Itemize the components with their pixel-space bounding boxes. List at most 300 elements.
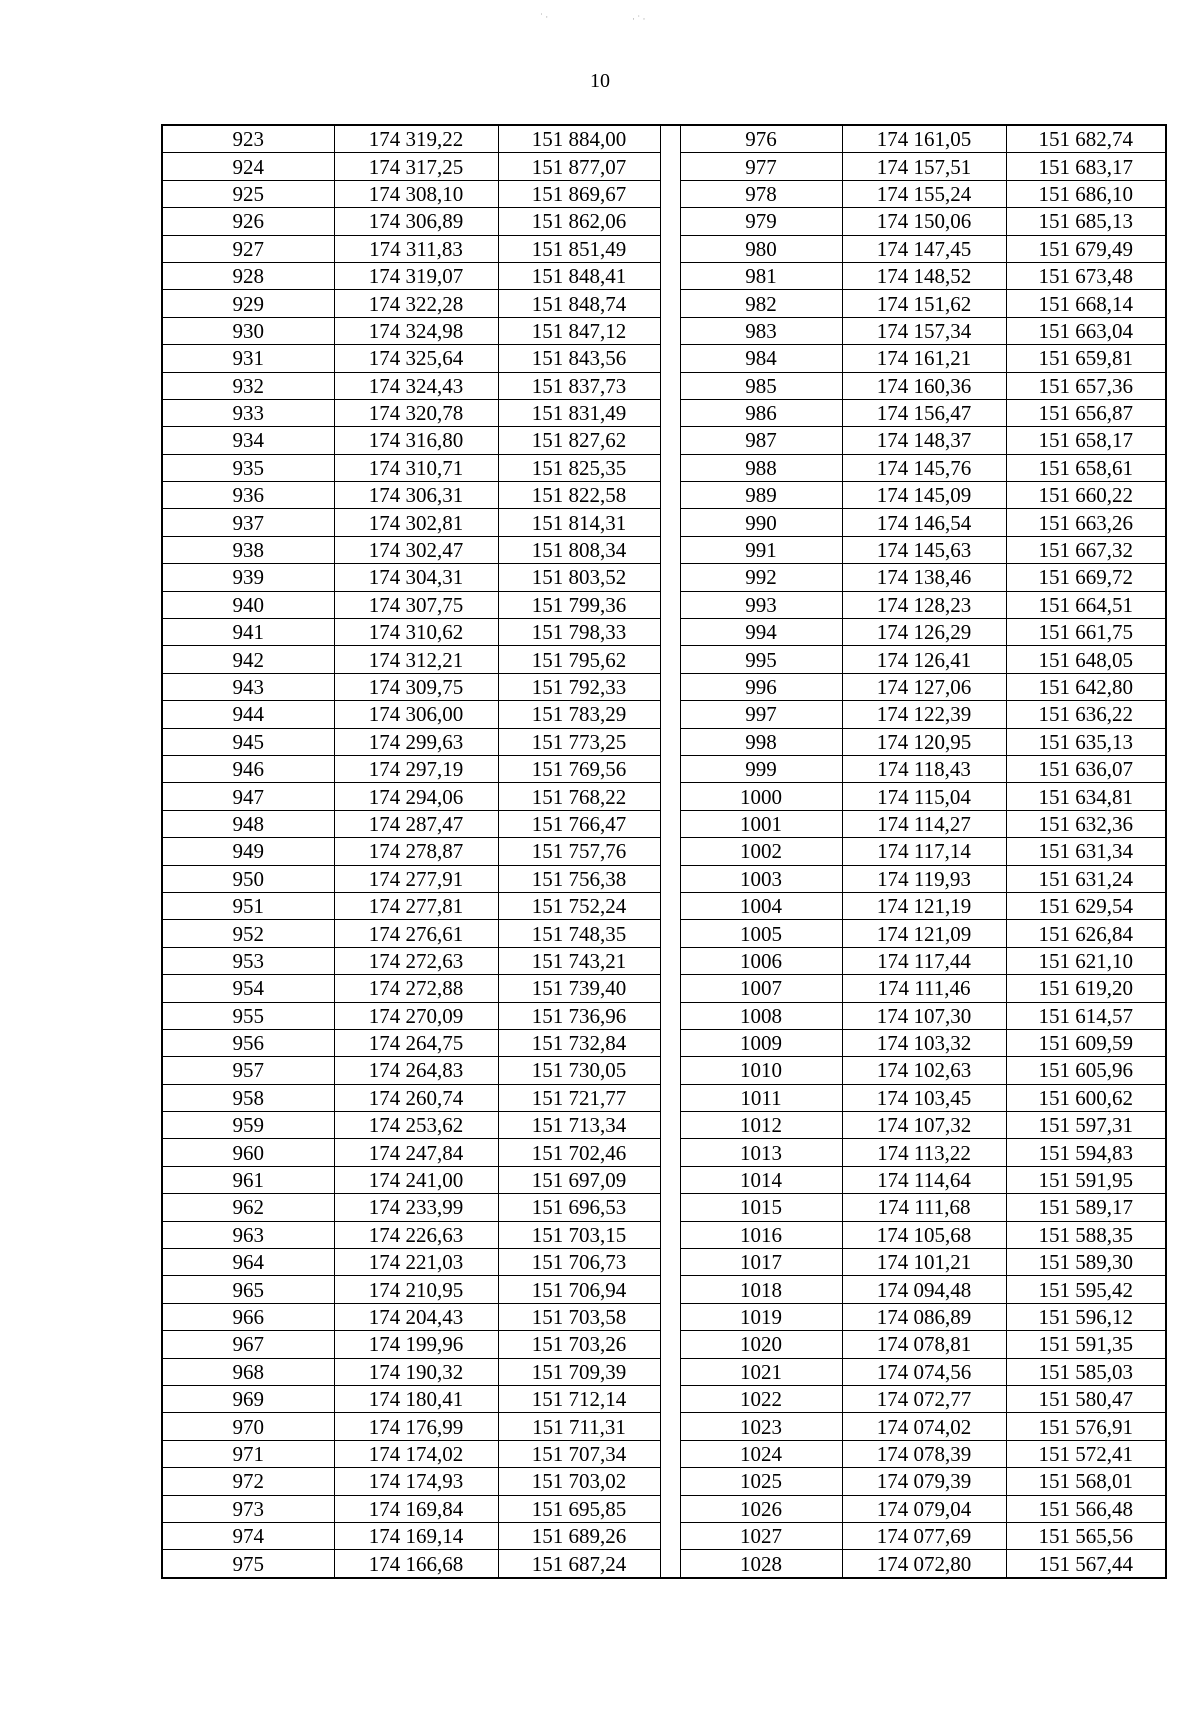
column-separator [660, 1002, 680, 1029]
right-x-coordinate-cell: 174 079,04 [842, 1495, 1006, 1522]
right-x-coordinate-cell: 174 079,39 [842, 1468, 1006, 1495]
column-separator [660, 482, 680, 509]
column-separator [660, 1358, 680, 1385]
right-x-coordinate-cell: 174 145,09 [842, 482, 1006, 509]
table-row [162, 810, 1166, 837]
left-y-coordinate-cell: 151 769,56 [498, 755, 660, 782]
left-point-number-cell: 932 [162, 372, 334, 399]
right-point-number-cell: 1024 [680, 1440, 842, 1467]
right-point-number-cell: 1022 [680, 1385, 842, 1412]
left-x-coordinate-cell: 174 319,22 [334, 125, 498, 153]
column-separator [660, 1249, 680, 1276]
left-point-number-cell: 941 [162, 619, 334, 646]
left-x-coordinate-cell: 174 306,00 [334, 701, 498, 728]
left-x-coordinate-cell: 174 264,83 [334, 1057, 498, 1084]
column-separator [660, 920, 680, 947]
left-x-coordinate-cell: 174 324,43 [334, 372, 498, 399]
left-x-coordinate-cell: 174 260,74 [334, 1084, 498, 1111]
table-row [162, 1166, 1166, 1193]
column-separator [660, 317, 680, 344]
left-y-coordinate-cell: 151 709,39 [498, 1358, 660, 1385]
scan-speck: ˙ · [540, 12, 549, 22]
table-row [162, 1139, 1166, 1166]
right-y-coordinate-cell: 151 658,17 [1006, 427, 1166, 454]
right-y-coordinate-cell: 151 572,41 [1006, 1440, 1166, 1467]
table-row [162, 1276, 1166, 1303]
left-x-coordinate-cell: 174 294,06 [334, 783, 498, 810]
column-separator [660, 180, 680, 207]
left-y-coordinate-cell: 151 743,21 [498, 947, 660, 974]
table-row [162, 865, 1166, 892]
right-y-coordinate-cell: 151 682,74 [1006, 125, 1166, 153]
right-y-coordinate-cell: 151 683,17 [1006, 153, 1166, 180]
right-point-number-cell: 982 [680, 290, 842, 317]
right-x-coordinate-cell: 174 145,76 [842, 454, 1006, 481]
right-y-coordinate-cell: 151 659,81 [1006, 345, 1166, 372]
left-y-coordinate-cell: 151 847,12 [498, 317, 660, 344]
right-x-coordinate-cell: 174 128,23 [842, 591, 1006, 618]
right-x-coordinate-cell: 174 078,39 [842, 1440, 1006, 1467]
right-x-coordinate-cell: 174 145,63 [842, 536, 1006, 563]
table-row [162, 1468, 1166, 1495]
right-x-coordinate-cell: 174 117,14 [842, 838, 1006, 865]
right-x-coordinate-cell: 174 155,24 [842, 180, 1006, 207]
table-row [162, 619, 1166, 646]
column-separator [660, 125, 680, 153]
left-point-number-cell: 958 [162, 1084, 334, 1111]
left-x-coordinate-cell: 174 166,68 [334, 1550, 498, 1578]
left-x-coordinate-cell: 174 287,47 [334, 810, 498, 837]
right-x-coordinate-cell: 174 072,77 [842, 1385, 1006, 1412]
table-row [162, 1221, 1166, 1248]
right-x-coordinate-cell: 174 107,32 [842, 1112, 1006, 1139]
left-x-coordinate-cell: 174 299,63 [334, 728, 498, 755]
right-point-number-cell: 980 [680, 235, 842, 262]
left-point-number-cell: 964 [162, 1249, 334, 1276]
left-point-number-cell: 931 [162, 345, 334, 372]
right-y-coordinate-cell: 151 594,83 [1006, 1139, 1166, 1166]
right-point-number-cell: 994 [680, 619, 842, 646]
left-x-coordinate-cell: 174 302,81 [334, 509, 498, 536]
right-x-coordinate-cell: 174 126,41 [842, 646, 1006, 673]
left-x-coordinate-cell: 174 241,00 [334, 1166, 498, 1193]
table-row [162, 482, 1166, 509]
left-x-coordinate-cell: 174 272,63 [334, 947, 498, 974]
left-x-coordinate-cell: 174 176,99 [334, 1413, 498, 1440]
left-point-number-cell: 969 [162, 1385, 334, 1412]
column-separator [660, 1385, 680, 1412]
right-x-coordinate-cell: 174 114,64 [842, 1166, 1006, 1193]
right-x-coordinate-cell: 174 094,48 [842, 1276, 1006, 1303]
right-y-coordinate-cell: 151 661,75 [1006, 619, 1166, 646]
left-y-coordinate-cell: 151 862,06 [498, 208, 660, 235]
left-y-coordinate-cell: 151 792,33 [498, 673, 660, 700]
left-x-coordinate-cell: 174 264,75 [334, 1029, 498, 1056]
right-point-number-cell: 991 [680, 536, 842, 563]
right-y-coordinate-cell: 151 591,95 [1006, 1166, 1166, 1193]
table-row [162, 1057, 1166, 1084]
column-separator [660, 262, 680, 289]
left-point-number-cell: 975 [162, 1550, 334, 1578]
right-y-coordinate-cell: 151 589,17 [1006, 1194, 1166, 1221]
left-y-coordinate-cell: 151 702,46 [498, 1139, 660, 1166]
right-y-coordinate-cell: 151 597,31 [1006, 1112, 1166, 1139]
left-y-coordinate-cell: 151 884,00 [498, 125, 660, 153]
right-x-coordinate-cell: 174 148,37 [842, 427, 1006, 454]
left-point-number-cell: 928 [162, 262, 334, 289]
left-x-coordinate-cell: 174 272,88 [334, 975, 498, 1002]
right-point-number-cell: 1016 [680, 1221, 842, 1248]
right-x-coordinate-cell: 174 161,21 [842, 345, 1006, 372]
left-y-coordinate-cell: 151 766,47 [498, 810, 660, 837]
left-point-number-cell: 927 [162, 235, 334, 262]
column-separator [660, 1139, 680, 1166]
table-row [162, 591, 1166, 618]
left-y-coordinate-cell: 151 697,09 [498, 1166, 660, 1193]
right-point-number-cell: 1009 [680, 1029, 842, 1056]
left-x-coordinate-cell: 174 317,25 [334, 153, 498, 180]
table-row [162, 372, 1166, 399]
right-x-coordinate-cell: 174 157,51 [842, 153, 1006, 180]
right-x-coordinate-cell: 174 121,19 [842, 892, 1006, 919]
column-separator [660, 290, 680, 317]
right-point-number-cell: 979 [680, 208, 842, 235]
column-separator [660, 1468, 680, 1495]
column-separator [660, 1550, 680, 1578]
table-row [162, 1303, 1166, 1330]
right-y-coordinate-cell: 151 619,20 [1006, 975, 1166, 1002]
left-x-coordinate-cell: 174 174,02 [334, 1440, 498, 1467]
right-point-number-cell: 1025 [680, 1468, 842, 1495]
left-x-coordinate-cell: 174 204,43 [334, 1303, 498, 1330]
column-separator [660, 783, 680, 810]
right-y-coordinate-cell: 151 614,57 [1006, 1002, 1166, 1029]
left-y-coordinate-cell: 151 713,34 [498, 1112, 660, 1139]
right-x-coordinate-cell: 174 122,39 [842, 701, 1006, 728]
column-separator [660, 235, 680, 262]
left-point-number-cell: 930 [162, 317, 334, 344]
left-point-number-cell: 946 [162, 755, 334, 782]
table-row [162, 920, 1166, 947]
left-x-coordinate-cell: 174 169,14 [334, 1522, 498, 1549]
left-point-number-cell: 952 [162, 920, 334, 947]
left-x-coordinate-cell: 174 277,91 [334, 865, 498, 892]
right-y-coordinate-cell: 151 636,07 [1006, 755, 1166, 782]
right-y-coordinate-cell: 151 656,87 [1006, 399, 1166, 426]
column-separator [660, 1057, 680, 1084]
table-row [162, 975, 1166, 1002]
left-y-coordinate-cell: 151 732,84 [498, 1029, 660, 1056]
table-row [162, 317, 1166, 344]
left-x-coordinate-cell: 174 316,80 [334, 427, 498, 454]
column-separator [660, 536, 680, 563]
right-y-coordinate-cell: 151 596,12 [1006, 1303, 1166, 1330]
table-row [162, 1084, 1166, 1111]
right-x-coordinate-cell: 174 150,06 [842, 208, 1006, 235]
right-x-coordinate-cell: 174 111,46 [842, 975, 1006, 1002]
right-point-number-cell: 993 [680, 591, 842, 618]
right-point-number-cell: 1012 [680, 1112, 842, 1139]
right-y-coordinate-cell: 151 605,96 [1006, 1057, 1166, 1084]
right-point-number-cell: 1007 [680, 975, 842, 1002]
right-x-coordinate-cell: 174 126,29 [842, 619, 1006, 646]
column-separator [660, 372, 680, 399]
column-separator [660, 399, 680, 426]
right-x-coordinate-cell: 174 105,68 [842, 1221, 1006, 1248]
right-point-number-cell: 986 [680, 399, 842, 426]
right-y-coordinate-cell: 151 595,42 [1006, 1276, 1166, 1303]
left-y-coordinate-cell: 151 803,52 [498, 564, 660, 591]
left-x-coordinate-cell: 174 302,47 [334, 536, 498, 563]
table-row [162, 892, 1166, 919]
left-x-coordinate-cell: 174 226,63 [334, 1221, 498, 1248]
right-y-coordinate-cell: 151 576,91 [1006, 1413, 1166, 1440]
left-x-coordinate-cell: 174 253,62 [334, 1112, 498, 1139]
left-y-coordinate-cell: 151 827,62 [498, 427, 660, 454]
left-x-coordinate-cell: 174 233,99 [334, 1194, 498, 1221]
right-y-coordinate-cell: 151 626,84 [1006, 920, 1166, 947]
column-separator [660, 865, 680, 892]
left-point-number-cell: 960 [162, 1139, 334, 1166]
table-row [162, 947, 1166, 974]
left-x-coordinate-cell: 174 247,84 [334, 1139, 498, 1166]
table-row [162, 180, 1166, 207]
left-y-coordinate-cell: 151 773,25 [498, 728, 660, 755]
right-y-coordinate-cell: 151 632,36 [1006, 810, 1166, 837]
left-y-coordinate-cell: 151 783,29 [498, 701, 660, 728]
column-separator [660, 1331, 680, 1358]
table-row [162, 1194, 1166, 1221]
left-x-coordinate-cell: 174 278,87 [334, 838, 498, 865]
right-y-coordinate-cell: 151 658,61 [1006, 454, 1166, 481]
column-separator [660, 1276, 680, 1303]
column-separator [660, 1029, 680, 1056]
table-row [162, 1522, 1166, 1549]
left-point-number-cell: 937 [162, 509, 334, 536]
left-x-coordinate-cell: 174 221,03 [334, 1249, 498, 1276]
right-x-coordinate-cell: 174 111,68 [842, 1194, 1006, 1221]
left-y-coordinate-cell: 151 712,14 [498, 1385, 660, 1412]
left-x-coordinate-cell: 174 310,62 [334, 619, 498, 646]
right-point-number-cell: 990 [680, 509, 842, 536]
right-x-coordinate-cell: 174 148,52 [842, 262, 1006, 289]
left-point-number-cell: 954 [162, 975, 334, 1002]
left-y-coordinate-cell: 151 695,85 [498, 1495, 660, 1522]
right-point-number-cell: 1017 [680, 1249, 842, 1276]
left-point-number-cell: 934 [162, 427, 334, 454]
table-row [162, 1331, 1166, 1358]
right-x-coordinate-cell: 174 113,22 [842, 1139, 1006, 1166]
right-x-coordinate-cell: 174 138,46 [842, 564, 1006, 591]
left-y-coordinate-cell: 151 739,40 [498, 975, 660, 1002]
right-point-number-cell: 1014 [680, 1166, 842, 1193]
right-point-number-cell: 1008 [680, 1002, 842, 1029]
left-point-number-cell: 949 [162, 838, 334, 865]
table-row [162, 1413, 1166, 1440]
column-separator [660, 427, 680, 454]
right-x-coordinate-cell: 174 147,45 [842, 235, 1006, 262]
left-point-number-cell: 940 [162, 591, 334, 618]
left-point-number-cell: 967 [162, 1331, 334, 1358]
table-row [162, 125, 1166, 153]
right-x-coordinate-cell: 174 101,21 [842, 1249, 1006, 1276]
column-separator [660, 1440, 680, 1467]
right-x-coordinate-cell: 174 146,54 [842, 509, 1006, 536]
left-point-number-cell: 929 [162, 290, 334, 317]
column-separator [660, 892, 680, 919]
right-y-coordinate-cell: 151 566,48 [1006, 1495, 1166, 1522]
table-row [162, 262, 1166, 289]
left-point-number-cell: 945 [162, 728, 334, 755]
right-y-coordinate-cell: 151 679,49 [1006, 235, 1166, 262]
column-separator [660, 1221, 680, 1248]
right-point-number-cell: 1026 [680, 1495, 842, 1522]
right-point-number-cell: 981 [680, 262, 842, 289]
left-x-coordinate-cell: 174 322,28 [334, 290, 498, 317]
right-point-number-cell: 997 [680, 701, 842, 728]
right-point-number-cell: 999 [680, 755, 842, 782]
left-point-number-cell: 925 [162, 180, 334, 207]
left-point-number-cell: 974 [162, 1522, 334, 1549]
left-point-number-cell: 968 [162, 1358, 334, 1385]
left-point-number-cell: 961 [162, 1166, 334, 1193]
left-point-number-cell: 962 [162, 1194, 334, 1221]
left-point-number-cell: 971 [162, 1440, 334, 1467]
left-x-coordinate-cell: 174 319,07 [334, 262, 498, 289]
right-x-coordinate-cell: 174 160,36 [842, 372, 1006, 399]
right-y-coordinate-cell: 151 565,56 [1006, 1522, 1166, 1549]
left-point-number-cell: 956 [162, 1029, 334, 1056]
right-y-coordinate-cell: 151 667,32 [1006, 536, 1166, 563]
right-point-number-cell: 1020 [680, 1331, 842, 1358]
table-row [162, 1495, 1166, 1522]
left-x-coordinate-cell: 174 276,61 [334, 920, 498, 947]
left-x-coordinate-cell: 174 325,64 [334, 345, 498, 372]
column-separator [660, 975, 680, 1002]
left-point-number-cell: 972 [162, 1468, 334, 1495]
right-point-number-cell: 1027 [680, 1522, 842, 1549]
left-point-number-cell: 970 [162, 1413, 334, 1440]
right-x-coordinate-cell: 174 074,56 [842, 1358, 1006, 1385]
table-row [162, 1249, 1166, 1276]
left-y-coordinate-cell: 151 730,05 [498, 1057, 660, 1084]
left-point-number-cell: 963 [162, 1221, 334, 1248]
right-point-number-cell: 1005 [680, 920, 842, 947]
right-x-coordinate-cell: 174 156,47 [842, 399, 1006, 426]
right-y-coordinate-cell: 151 600,62 [1006, 1084, 1166, 1111]
left-x-coordinate-cell: 174 277,81 [334, 892, 498, 919]
column-separator [660, 1112, 680, 1139]
column-separator [660, 1303, 680, 1330]
left-y-coordinate-cell: 151 837,73 [498, 372, 660, 399]
column-separator [660, 509, 680, 536]
table-row [162, 1358, 1166, 1385]
right-y-coordinate-cell: 151 669,72 [1006, 564, 1166, 591]
column-separator [660, 1495, 680, 1522]
right-point-number-cell: 998 [680, 728, 842, 755]
left-y-coordinate-cell: 151 711,31 [498, 1413, 660, 1440]
right-point-number-cell: 1018 [680, 1276, 842, 1303]
table-body [162, 125, 1166, 1578]
left-point-number-cell: 965 [162, 1276, 334, 1303]
right-y-coordinate-cell: 151 685,13 [1006, 208, 1166, 235]
left-y-coordinate-cell: 151 825,35 [498, 454, 660, 481]
left-y-coordinate-cell: 151 703,58 [498, 1303, 660, 1330]
left-y-coordinate-cell: 151 814,31 [498, 509, 660, 536]
right-point-number-cell: 984 [680, 345, 842, 372]
left-point-number-cell: 935 [162, 454, 334, 481]
right-point-number-cell: 996 [680, 673, 842, 700]
left-y-coordinate-cell: 151 703,26 [498, 1331, 660, 1358]
column-separator [660, 1413, 680, 1440]
right-y-coordinate-cell: 151 664,51 [1006, 591, 1166, 618]
left-point-number-cell: 926 [162, 208, 334, 235]
right-point-number-cell: 1011 [680, 1084, 842, 1111]
right-x-coordinate-cell: 174 121,09 [842, 920, 1006, 947]
column-separator [660, 673, 680, 700]
table-row [162, 399, 1166, 426]
right-x-coordinate-cell: 174 086,89 [842, 1303, 1006, 1330]
right-point-number-cell: 987 [680, 427, 842, 454]
table-row [162, 1112, 1166, 1139]
right-point-number-cell: 988 [680, 454, 842, 481]
column-separator [660, 454, 680, 481]
right-y-coordinate-cell: 151 609,59 [1006, 1029, 1166, 1056]
table-row [162, 673, 1166, 700]
right-y-coordinate-cell: 151 585,03 [1006, 1358, 1166, 1385]
left-x-coordinate-cell: 174 309,75 [334, 673, 498, 700]
right-x-coordinate-cell: 174 127,06 [842, 673, 1006, 700]
column-separator [660, 1522, 680, 1549]
left-y-coordinate-cell: 151 721,77 [498, 1084, 660, 1111]
column-separator [660, 755, 680, 782]
table-row [162, 1029, 1166, 1056]
table-row [162, 838, 1166, 865]
left-y-coordinate-cell: 151 808,34 [498, 536, 660, 563]
right-point-number-cell: 977 [680, 153, 842, 180]
table-row [162, 454, 1166, 481]
right-point-number-cell: 1010 [680, 1057, 842, 1084]
right-point-number-cell: 1000 [680, 783, 842, 810]
column-separator [660, 701, 680, 728]
left-x-coordinate-cell: 174 270,09 [334, 1002, 498, 1029]
left-x-coordinate-cell: 174 308,10 [334, 180, 498, 207]
left-y-coordinate-cell: 151 877,07 [498, 153, 660, 180]
left-point-number-cell: 924 [162, 153, 334, 180]
right-x-coordinate-cell: 174 119,93 [842, 865, 1006, 892]
left-x-coordinate-cell: 174 312,21 [334, 646, 498, 673]
right-y-coordinate-cell: 151 686,10 [1006, 180, 1166, 207]
left-y-coordinate-cell: 151 748,35 [498, 920, 660, 947]
table-row [162, 509, 1166, 536]
table-row [162, 345, 1166, 372]
left-y-coordinate-cell: 151 706,94 [498, 1276, 660, 1303]
left-point-number-cell: 942 [162, 646, 334, 673]
right-x-coordinate-cell: 174 157,34 [842, 317, 1006, 344]
left-point-number-cell: 944 [162, 701, 334, 728]
column-separator [660, 345, 680, 372]
table-row [162, 208, 1166, 235]
column-separator [660, 1194, 680, 1221]
right-point-number-cell: 992 [680, 564, 842, 591]
column-separator [660, 728, 680, 755]
left-point-number-cell: 973 [162, 1495, 334, 1522]
column-separator [660, 619, 680, 646]
right-point-number-cell: 1001 [680, 810, 842, 837]
left-y-coordinate-cell: 151 798,33 [498, 619, 660, 646]
left-x-coordinate-cell: 174 311,83 [334, 235, 498, 262]
left-y-coordinate-cell: 151 752,24 [498, 892, 660, 919]
